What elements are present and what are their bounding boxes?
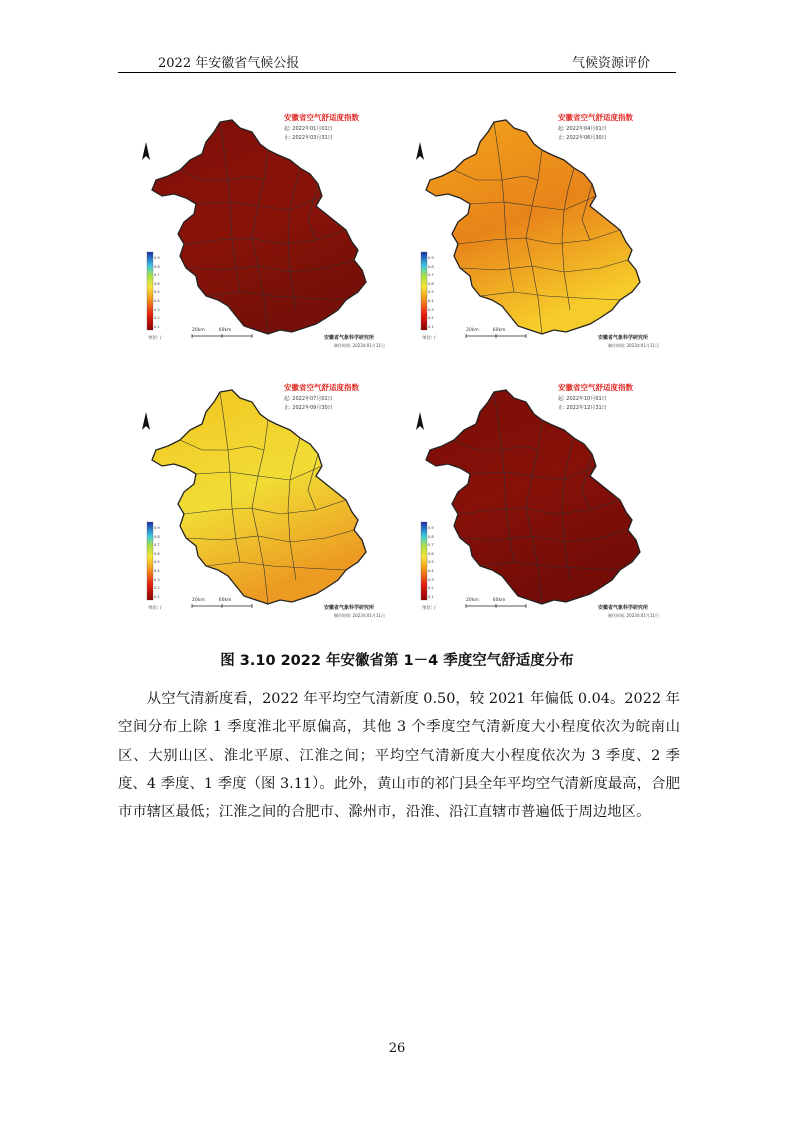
header-right: 气候资源评价: [571, 56, 650, 71]
province-outline: [152, 390, 366, 604]
map-panel-q3: [134, 374, 406, 620]
legend-tick-label: 0.5: [428, 290, 434, 295]
legend-tick-label: 0.1: [154, 324, 160, 329]
scale-bar: [466, 604, 526, 608]
legend-unit: 单位: /: [422, 336, 436, 341]
legend-tick-label: 0.7: [154, 273, 160, 278]
scale-label: 60km: [492, 598, 506, 603]
province-outline: [426, 120, 640, 334]
legend-tick-label: 0.9: [428, 256, 434, 260]
legend-tick-label: 0.4: [154, 568, 160, 573]
legend-colorbar: [147, 252, 153, 330]
scale-bar: [192, 334, 252, 338]
legend-colorbar: [147, 522, 153, 600]
legend-tick-label: 0.8: [428, 534, 434, 539]
legend-tick-label: 0.8: [154, 534, 160, 539]
page-number: 26: [388, 1041, 406, 1056]
scale-label: 20km: [466, 598, 479, 603]
map-start-date: 起: 2022年10月01日: [558, 396, 607, 402]
legend-unit: 单位: /: [148, 606, 162, 611]
scale-label: 60km: [218, 328, 232, 333]
scale-labels: [466, 328, 519, 333]
map-made-date: 制作时间: 2023年01月11日: [334, 343, 385, 348]
legend-tick-label: 0.7: [428, 543, 434, 548]
map-title: 安徽省空气舒适度指数: [558, 383, 633, 392]
map-panel-q2: [408, 104, 680, 350]
map-start-date: 起: 2022年01月01日: [284, 126, 333, 132]
legend-tick-label: 0.2: [428, 586, 434, 591]
legend-tick-label: 0.6: [428, 551, 434, 556]
legend-tick-label: 0.3: [154, 307, 160, 312]
province-outline: [426, 390, 640, 604]
scale-label: 60km: [492, 328, 506, 333]
legend-tick-label: 0.5: [428, 560, 434, 565]
figure-caption: 图 3.10 2022 年安徽省第 1－4 季度空气舒适度分布: [220, 653, 574, 669]
legend-tick-label: 0.4: [428, 298, 434, 303]
map-title: 安徽省空气舒适度指数: [558, 113, 633, 122]
north-arrow-icon: [142, 412, 150, 430]
north-arrow-icon: [416, 142, 424, 160]
legend-ticks: [428, 254, 440, 331]
legend-tick-label: 0.6: [154, 281, 160, 286]
map-organization: 安徽省气象科学研究所: [598, 605, 649, 611]
map-end-date: 止: 2022年09月30日: [284, 405, 333, 411]
map-made-date: 制作时间: 2023年01月11日: [608, 613, 659, 618]
scale-label: 60km: [218, 598, 232, 603]
map-end-date: 止: 2022年06月30日: [558, 135, 607, 141]
legend-tick-label: 0.3: [154, 577, 160, 582]
scale-labels: [192, 598, 245, 603]
scale-label: 20km: [192, 598, 205, 603]
header-left: 2022 年安徽省气候公报: [158, 56, 300, 71]
scale-labels: [192, 328, 245, 333]
legend-tick-label: 0.4: [428, 568, 434, 573]
scale-bar: [466, 334, 526, 338]
page-header: [118, 50, 676, 73]
body-paragraph: 从空气清新度看，2022 年平均空气清新度 0.50，较 2021 年偏低 0.04。2022 年空间分布上除 1 季度淮北平原偏高，其他 3 个季度空气清新度大小程度依次为皖南山区、大别山区、淮北平原、江淮之间；平均空气清新度大小程度依次为 3 季度、2 季度、4 季度、1 季度（图 3.11）。此外，黄山市的祁门县全年平均空气清新度最高，合肥市市辖区最低；江淮之间的合肥市、滁州市，沿淮、沿江直辖市普遍低于周边地区。: [118, 691, 680, 821]
legend-tick-label: 0.6: [428, 281, 434, 286]
province-map: [408, 374, 680, 620]
legend-tick-label: 0.7: [428, 273, 434, 278]
scale-label: 20km: [192, 328, 205, 333]
scale-labels: [466, 598, 519, 603]
map-organization: 安徽省气象科学研究所: [598, 335, 649, 341]
legend-colorbar: [421, 522, 427, 600]
scale-label: 20km: [466, 328, 479, 333]
legend-tick-label: 0.9: [154, 256, 160, 260]
legend-unit: 单位: /: [148, 336, 162, 341]
map-title: 安徽省空气舒适度指数: [284, 383, 359, 392]
map-organization: 安徽省气象科学研究所: [324, 335, 375, 341]
legend-tick-label: 0.7: [154, 543, 160, 548]
map-end-date: 止: 2022年03月31日: [284, 135, 333, 141]
legend-tick-label: 0.1: [428, 594, 434, 599]
province-outline: [152, 120, 366, 334]
legend-tick-label: 0.1: [154, 594, 160, 599]
legend-ticks: [154, 524, 166, 601]
legend-tick-label: 0.8: [428, 264, 434, 269]
legend-tick-label: 0.3: [428, 307, 434, 312]
map-made-date: 制作时间: 2023年01月11日: [608, 343, 659, 348]
map-made-date: 制作时间: 2023年01月11日: [334, 613, 385, 618]
legend-tick-label: 0.9: [428, 526, 434, 530]
map-panel-q1: [134, 104, 406, 350]
map-end-date: 止: 2022年12月31日: [558, 405, 607, 411]
legend-tick-label: 0.5: [154, 560, 160, 565]
legend-tick-label: 0.6: [154, 551, 160, 556]
legend-tick-label: 0.2: [428, 316, 434, 321]
province-map: [408, 104, 680, 350]
legend-colorbar: [421, 252, 427, 330]
map-organization: 安徽省气象科学研究所: [324, 605, 375, 611]
north-arrow-icon: [416, 412, 424, 430]
map-start-date: 起: 2022年07月01日: [284, 396, 333, 402]
province-map: [134, 374, 406, 620]
legend-unit: 单位: /: [422, 606, 436, 611]
legend-tick-label: 0.2: [154, 316, 160, 321]
map-title: 安徽省空气舒适度指数: [284, 113, 359, 122]
scale-bar: [192, 604, 252, 608]
legend-tick-label: 0.4: [154, 298, 160, 303]
legend-tick-label: 0.8: [154, 264, 160, 269]
north-arrow-icon: [142, 142, 150, 160]
legend-tick-label: 0.3: [428, 577, 434, 582]
legend-tick-label: 0.2: [154, 586, 160, 591]
legend-ticks: [428, 524, 440, 601]
province-map: [134, 104, 406, 350]
legend-tick-label: 0.1: [428, 324, 434, 329]
legend-ticks: [154, 254, 166, 331]
legend-tick-label: 0.9: [154, 526, 160, 530]
legend-tick-label: 0.5: [154, 290, 160, 295]
map-start-date: 起: 2022年04月01日: [558, 126, 607, 132]
map-panel-q4: [408, 374, 680, 620]
